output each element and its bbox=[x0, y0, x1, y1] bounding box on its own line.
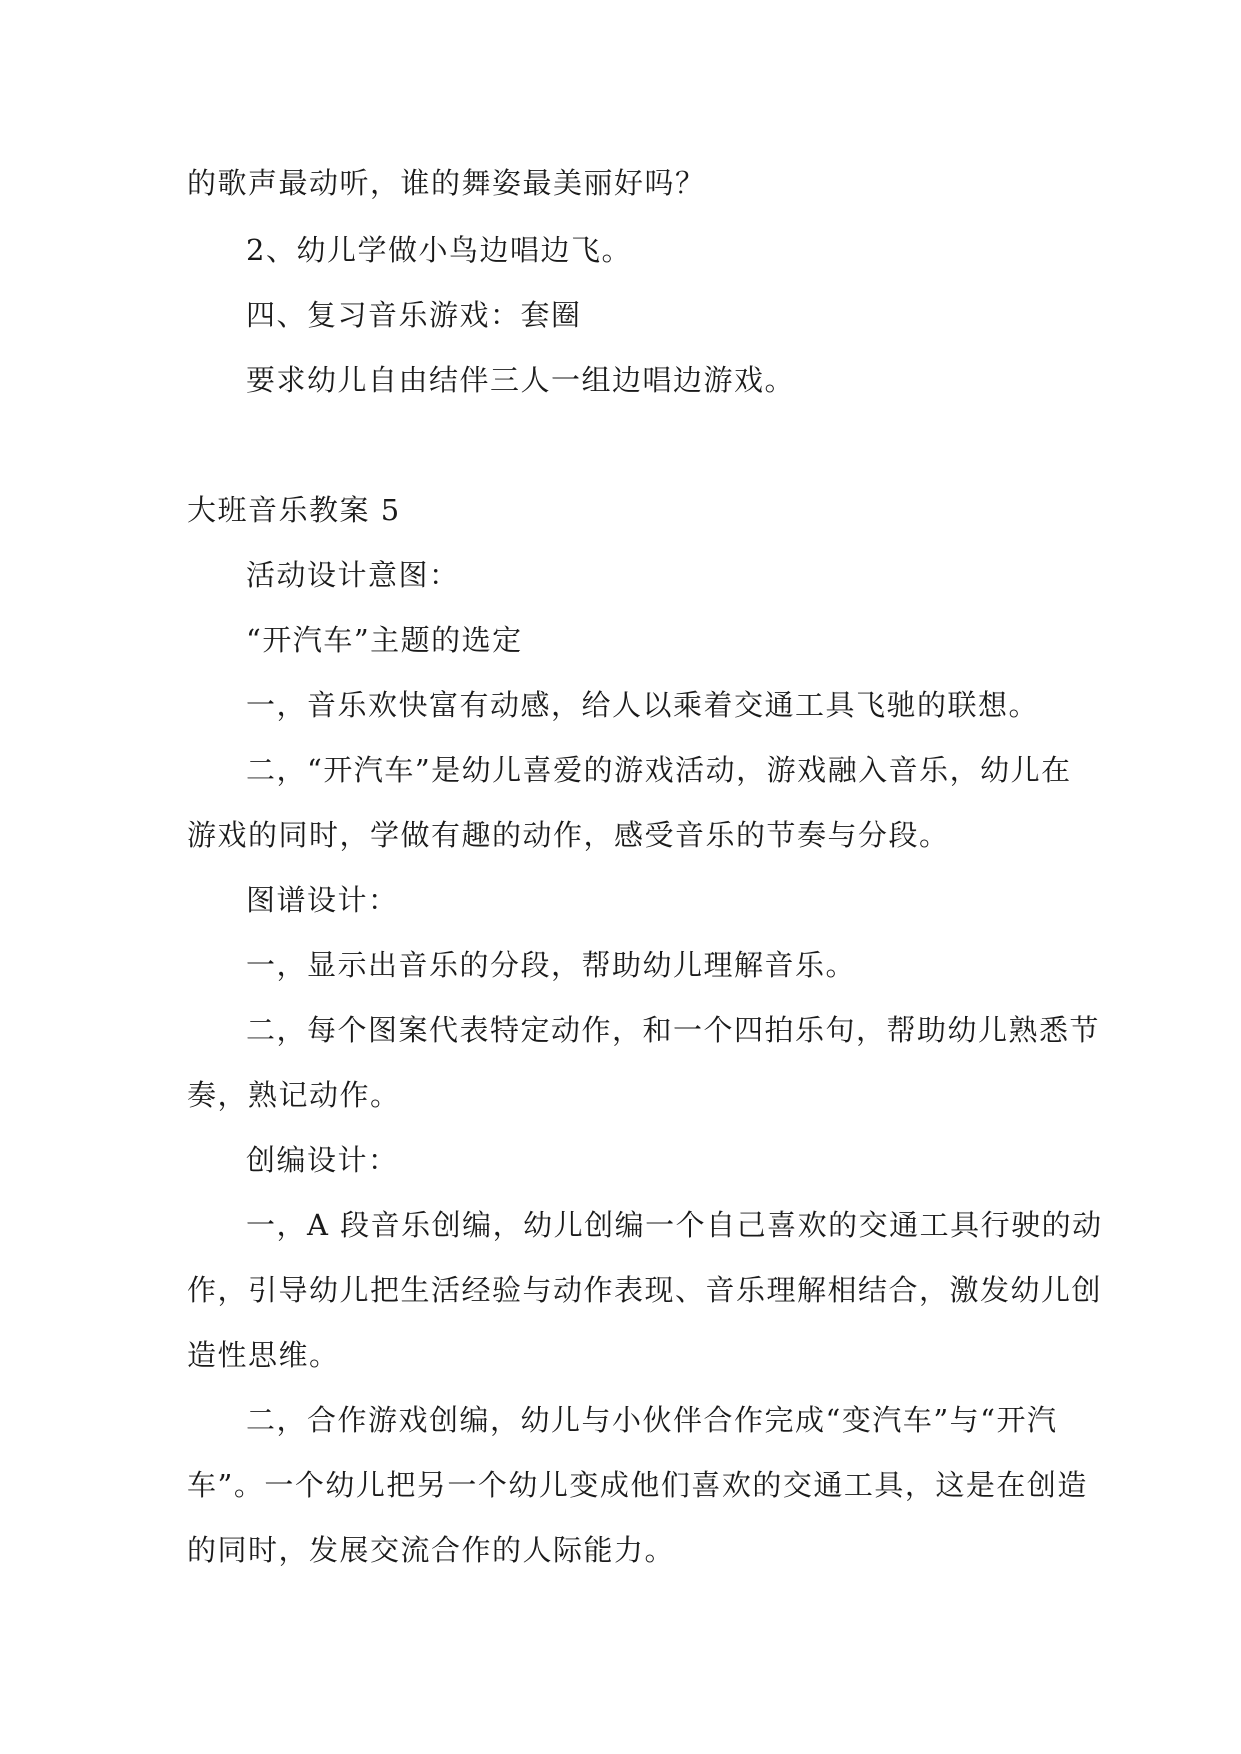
paragraph: 要求幼儿自由结伴三人一组边唱边游戏。 bbox=[246, 363, 796, 397]
paragraph-continuation: 奏，熟记动作。 bbox=[187, 1078, 401, 1112]
paragraph-continuation: 的同时，发展交流合作的人际能力。 bbox=[187, 1533, 676, 1567]
paragraph-continuation: 车”。一个幼儿把另一个幼儿变成他们喜欢的交通工具，这是在创造 bbox=[187, 1468, 1088, 1502]
paragraph: 二，每个图案代表特定动作，和一个四拍乐句，帮助幼儿熟悉节 bbox=[246, 1013, 1101, 1047]
paragraph-continuation: 游戏的同时，学做有趣的动作，感受音乐的节奏与分段。 bbox=[187, 818, 950, 852]
section-heading: 图谱设计： bbox=[246, 883, 399, 917]
paragraph: 二，合作游戏创编，幼儿与小伙伴合作完成“变汽车”与“开汽 bbox=[246, 1403, 1058, 1437]
section-heading: 创编设计： bbox=[246, 1143, 399, 1177]
paragraph: 2、幼儿学做小鸟边唱边飞。 bbox=[246, 233, 632, 267]
paragraph-continuation: 作，引导幼儿把生活经验与动作表现、音乐理解相结合，激发幼儿创 bbox=[187, 1273, 1103, 1307]
paragraph: 一，音乐欢快富有动感，给人以乘着交通工具飞驰的联想。 bbox=[246, 688, 1040, 722]
paragraph: 二，“开汽车”是幼儿喜爱的游戏活动，游戏融入音乐，幼儿在 bbox=[246, 753, 1072, 787]
paragraph-continuation: 造性思维。 bbox=[187, 1338, 340, 1372]
paragraph: “开汽车”主题的选定 bbox=[246, 623, 523, 657]
section-heading: 活动设计意图： bbox=[246, 558, 460, 592]
paragraph: 一，A 段音乐创编，幼儿创编一个自己喜欢的交通工具行驶的动 bbox=[246, 1208, 1103, 1242]
paragraph-continuation: 的歌声最动听，谁的舞姿最美丽好吗？ bbox=[187, 166, 706, 200]
section-heading: 四、复习音乐游戏：套圈 bbox=[246, 298, 582, 332]
paragraph: 一，显示出音乐的分段，帮助幼儿理解音乐。 bbox=[246, 948, 857, 982]
document-title: 大班音乐教案 5 bbox=[187, 493, 401, 527]
